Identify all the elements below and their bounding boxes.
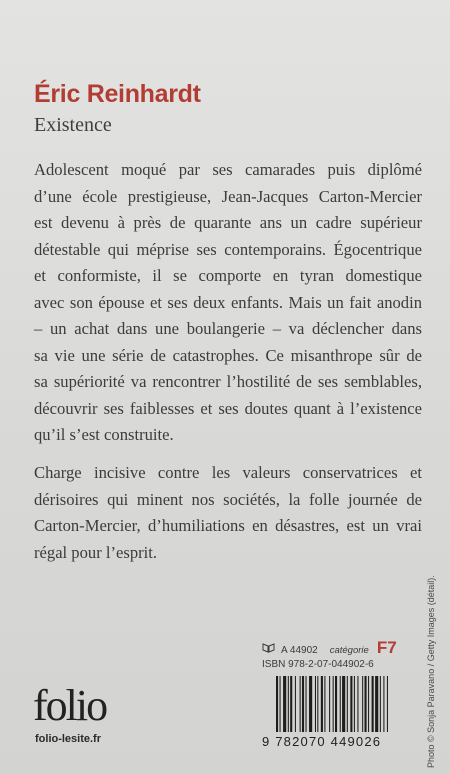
barcode-bar	[300, 676, 301, 732]
barcode-number: 9 782070 449026	[262, 734, 382, 749]
barcode-bar	[380, 676, 381, 732]
barcode-bar	[306, 676, 307, 732]
text-line: sa vie une série de catastrophes. Ce misanthrope sûr de	[34, 345, 422, 365]
text-line: découvrir ses faiblesses et ses doutes quant à l’existence	[34, 398, 422, 418]
barcode-bar	[295, 676, 296, 732]
publisher-logo: folio	[33, 681, 107, 730]
barcode-bar	[315, 676, 316, 732]
barcode-bar	[342, 676, 345, 732]
text-line: et conformiste, il se comporte en tyran domestique	[34, 266, 422, 285]
barcode-bar	[354, 676, 355, 732]
text-line: qu’il s’est construite.	[34, 425, 174, 444]
barcode-bar	[335, 676, 337, 732]
text-line: dérisoires qui minent nos sociétés, la folle journée de	[34, 489, 422, 509]
barcode-bar	[368, 676, 369, 732]
text-line: est devenu à près de quarante ans un cadre supérieur	[34, 213, 422, 232]
text-line: – un achat dans une boulangerie – va déclencher dans	[34, 319, 422, 338]
synopsis-paragraph	[34, 157, 422, 449]
book-title: Existence	[34, 114, 112, 136]
barcode-bar	[329, 676, 330, 732]
books-icon	[262, 642, 275, 656]
publisher-website: folio-lesite.fr	[35, 733, 102, 745]
barcode-bar	[340, 676, 341, 732]
barcode-bar	[372, 676, 374, 732]
text-line: d’une école prestigieuse, Jean-Jacques Carton-Mercier	[34, 186, 422, 206]
catalog-number: A 44902	[281, 645, 318, 656]
category-value: F7	[376, 638, 397, 657]
barcode-bar	[288, 676, 289, 732]
author-name: Éric Reinhardt	[34, 80, 201, 108]
barcode-bar	[309, 676, 312, 732]
text-line: régal pour l’esprit.	[34, 542, 158, 562]
barcode-bar	[375, 676, 378, 732]
category-label: catégorie	[329, 645, 369, 656]
barcode-bar	[362, 676, 363, 732]
barcode-bar	[317, 676, 318, 732]
barcode-bar	[350, 676, 352, 732]
barcode-bar	[383, 676, 384, 732]
text-line: Charge incisive contre les valeurs conservatrices et	[34, 463, 422, 482]
text-line: avec son épouse et ses deux enfants. Mais un fait anodin	[34, 292, 422, 312]
barcode-bar	[283, 676, 286, 732]
catalog-codes	[262, 638, 397, 670]
barcode-bar	[290, 676, 292, 732]
barcode	[262, 676, 422, 752]
barcode-bar	[324, 676, 325, 732]
barcode-bar	[276, 676, 278, 732]
text-line: Carton-Mercier, d’humiliations en désastres, est un vrai	[34, 516, 422, 535]
barcode-bar	[387, 676, 388, 732]
barcode-bars	[262, 676, 422, 734]
barcode-bar	[357, 676, 358, 732]
text-line: Adolescent moqué par ses camarades puis diplômé	[34, 160, 422, 179]
barcode-bar	[365, 676, 367, 732]
text-line: sa supériorité va rencontrer l’hostilité de ses semblables,	[34, 372, 422, 391]
review-paragraph	[34, 460, 422, 566]
isbn: ISBN 978-2-07-044902-6	[262, 659, 374, 670]
barcode-bar	[347, 676, 348, 732]
barcode-bar	[333, 676, 334, 732]
barcode-bar	[321, 676, 323, 732]
barcode-bar	[302, 676, 304, 732]
text-line: détestable qui méprise ses contemporains. Égocentrique	[34, 239, 422, 259]
barcode-bar	[280, 676, 281, 732]
photo-credit: Photo © Sonja Paravano / Getty Images (détail).	[426, 575, 436, 768]
